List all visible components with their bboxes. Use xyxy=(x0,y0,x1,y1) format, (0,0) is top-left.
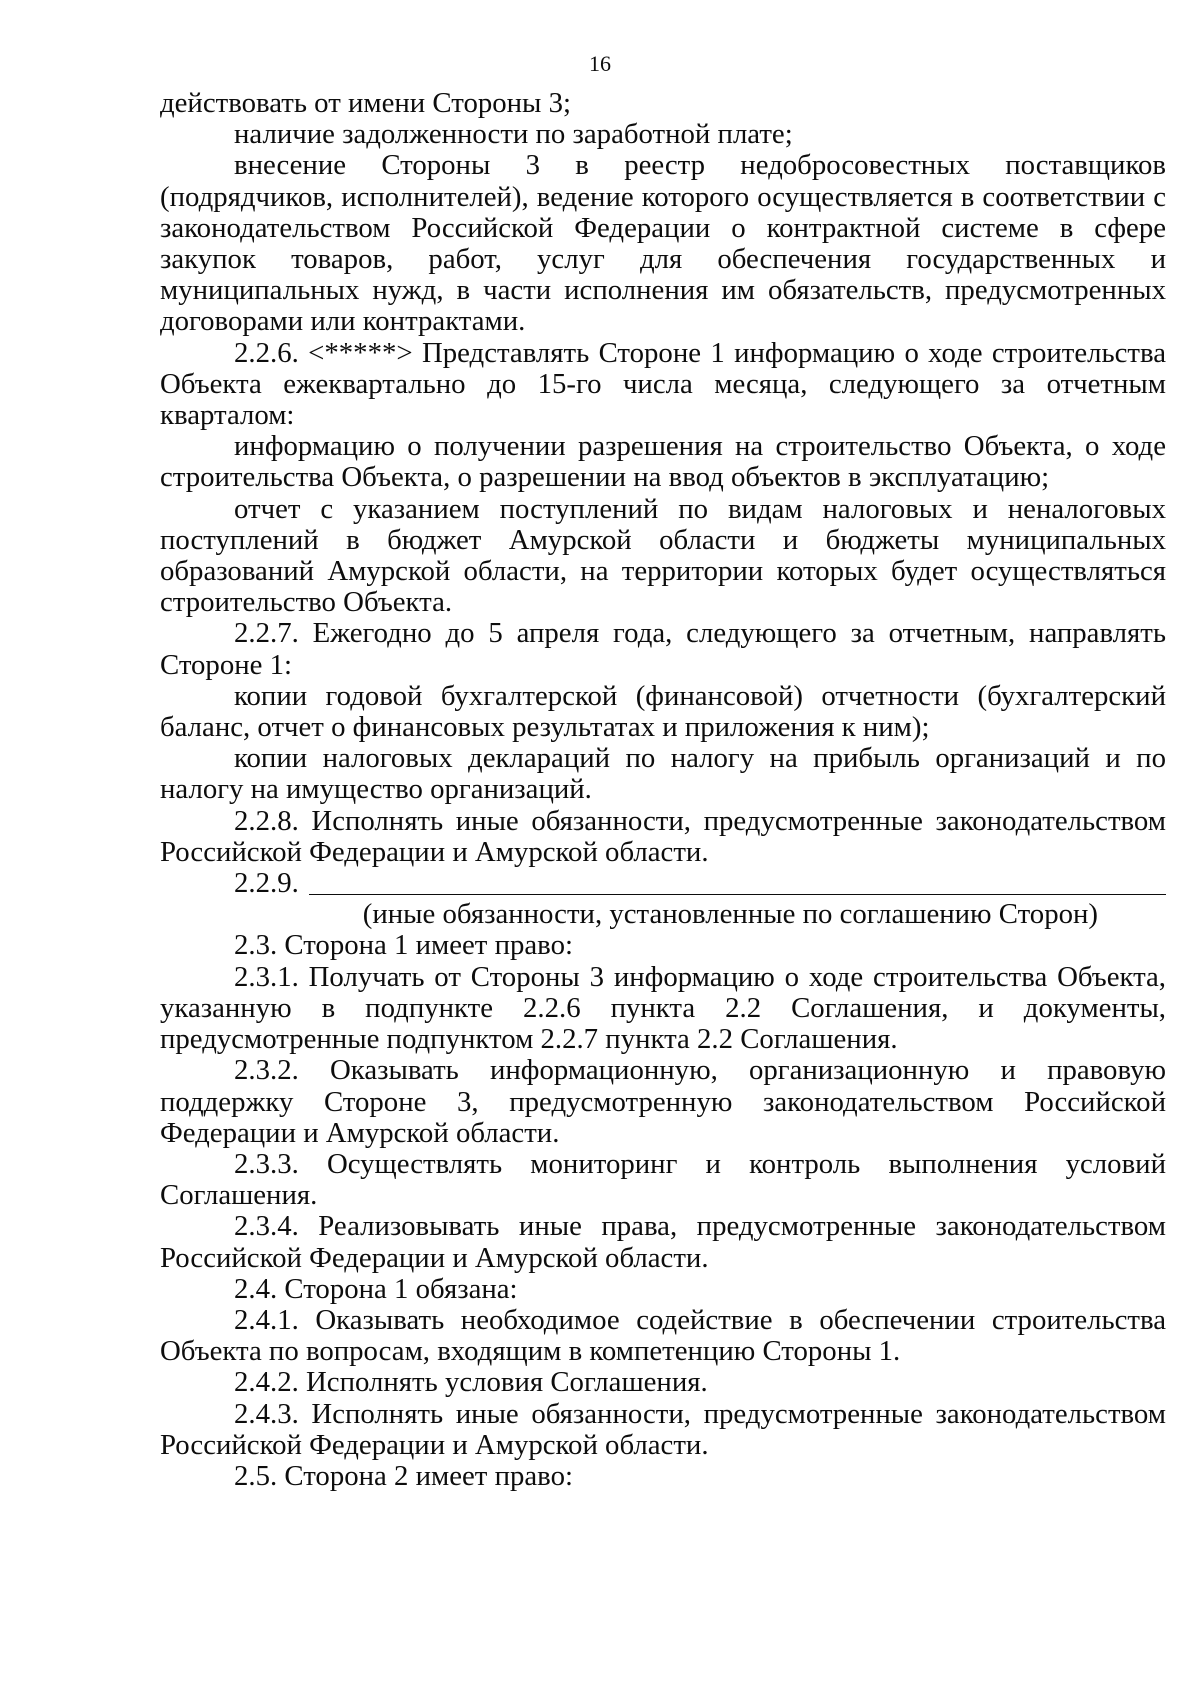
paragraph: 2.4. Сторона 1 обязана: xyxy=(234,1272,518,1305)
paragraph: 2.3.1. Получать от Стороны 3 информацию о ходе строительства Объекта, указанную в подпункте 2.2.6 пункта 2.2 Соглашения, и документы, предусмотренные подпунктом 2.2.7 пункта 2.2 Соглашения. xyxy=(160,960,1166,1056)
paragraph: 2.3.4. Реализовывать иные права, предусмотренные законодательством Российской Федерации и Амурской области. xyxy=(160,1210,1166,1274)
fill-in-line xyxy=(160,868,1166,899)
paragraphs-after-fill-in xyxy=(160,930,1166,1492)
paragraph: 2.4.2. Исполнять условия Соглашения. xyxy=(234,1366,708,1399)
paragraph: внесение Стороны 3 в реестр недобросовестных поставщиков (подрядчиков, исполнителей), ведение которого осуществляется в соответствии с законодательством Российской Федерации о контрактной системе в сфере закупок товаров, работ, услуг для обеспечения государственных и муниципальных нужд, в части исполнения им обязательств, предусмотренных договорами или контрактами. xyxy=(160,149,1166,338)
paragraphs-before-fill-in xyxy=(160,88,1166,868)
paragraph: 2.3.2. Оказывать информационную, организационную и правовую поддержку Стороне 3, предусмотренную законодательством Российской Федерации и Амурской области. xyxy=(160,1054,1166,1149)
paragraph: 2.3. Сторона 1 имеет право: xyxy=(234,929,573,962)
paragraph: 2.2.7. Ежегодно до 5 апреля года, следующего за отчетным, направлять Стороне 1: xyxy=(160,617,1166,681)
fill-in-label: 2.2.9. xyxy=(234,867,299,900)
paragraph: 2.4.3. Исполнять иные обязанности, предусмотренные законодательством Российской Федерации и Амурской области. xyxy=(160,1397,1166,1461)
paragraph: 2.4.1. Оказывать необходимое содействие в обеспечении строительства Объекта по вопросам, входящим в компетенцию Стороны 1. xyxy=(160,1303,1166,1368)
fill-in-caption: (иные обязанности, установленные по соглашению Сторон) xyxy=(362,898,1098,931)
paragraph: копии годовой бухгалтерской (финансовой) отчетности (бухгалтерский баланс, отчет о финансовых результатах и приложения к ним); xyxy=(160,679,1166,744)
paragraph: наличие задолженности по заработной плате; xyxy=(234,118,793,151)
paragraph: информацию о получении разрешения на строительство Объекта, о ходе строительства Объекта, о разрешении на ввод объектов в эксплуатацию; xyxy=(160,430,1166,494)
paragraph: 2.5. Сторона 2 имеет право: xyxy=(234,1459,573,1492)
paragraph: 2.3.3. Осуществлять мониторинг и контроль выполнения условий Соглашения. xyxy=(160,1147,1166,1212)
paragraph: копии налоговых деклараций по налогу на прибыль организаций и по налогу на имущество организаций. xyxy=(160,742,1166,806)
document-body xyxy=(160,88,1166,1492)
page-number: 16 xyxy=(589,51,611,76)
paragraph: действовать от имени Стороны 3; xyxy=(160,87,572,119)
paragraph: 2.2.8. Исполнять иные обязанности, предусмотренные законодательством Российской Федерации и Амурской области. xyxy=(160,804,1166,868)
fill-in-blank-rule xyxy=(309,872,1166,895)
paragraph: 2.2.6. <*****> Представлять Стороне 1 информацию о ходе строительства Объекта ежеквартально до 15-го числа месяца, следующего за отчетным кварталом: xyxy=(160,336,1166,432)
paragraph: отчет с указанием поступлений по видам налоговых и неналоговых поступлений в бюджет Амурской области и бюджеты муниципальных образований Амурской области, на территории которых будет осуществляться строительство Объекта. xyxy=(160,492,1166,619)
